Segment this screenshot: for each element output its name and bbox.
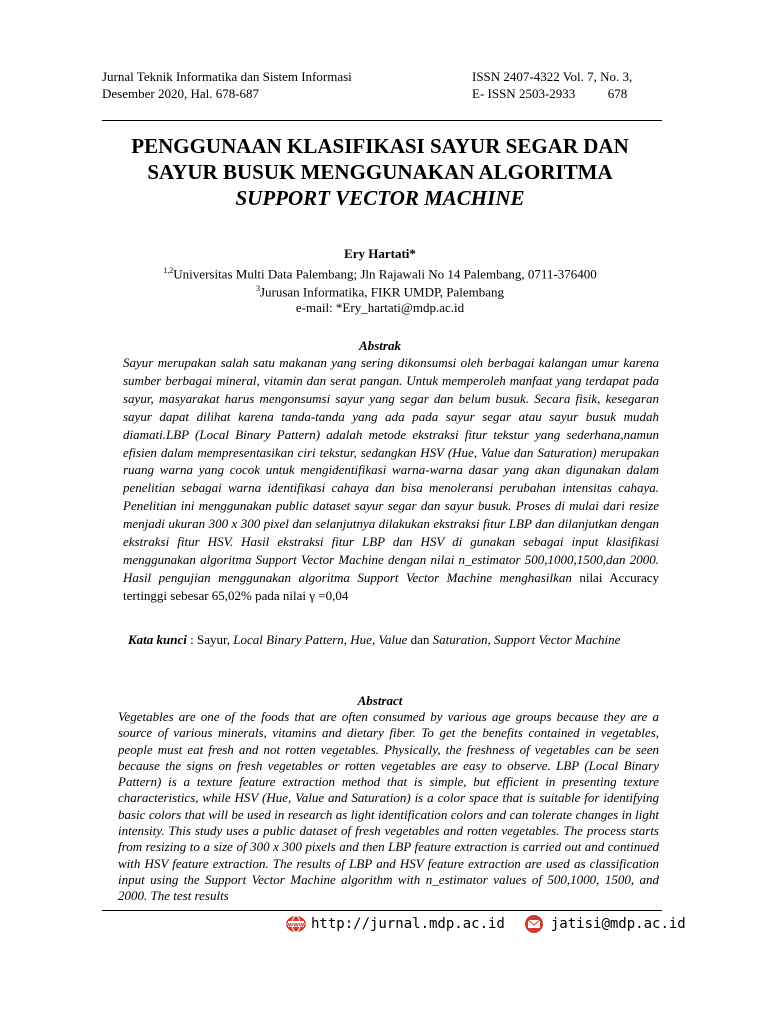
eissn-line xyxy=(472,85,662,102)
svg-text:www: www xyxy=(287,921,305,929)
keywords-sep: : Sayur, xyxy=(186,632,234,647)
abstrak-heading: Abstrak xyxy=(359,338,401,353)
affiliation-1-sup: 1,2 xyxy=(163,266,174,275)
keyword-2: Hue, Value xyxy=(350,632,408,647)
paper-title xyxy=(80,133,680,211)
keywords-comma: , xyxy=(343,632,351,647)
abstrak-text: Sayur merupakan salah satu makanan yang sering dikonsumsi oleh berbagai kalangan umur karena sumber berbagai mineral, vitamin dan serat pangan. Untuk memperoleh manfaat yang terdapat pada sayur, masyarakat harus mengonsumsi sayur yang segar dan belum busuk. Secara fisik, kesegaran sayur dapat dilihat karena tanda-tanda yang ada pada sayur segar atau sayur busuk mudah diamati.LBP (Local Binary Pattern) adalah metode ekstraksi fitur tekstur yang sederhana,namun efisien dalam mempresentasikan ciri tekstur, sedangkan HSV (Hue, Value dan Saturation) merupakan ruang warna yang cocok untuk mengidentifikasi warna-warna dasar yang akan digunakan dalam penelitian sebagai warna identifikasi cahaya dan bisa menoleransi perubahan intensitas cahaya. Penelitian ini menggunakan public dataset sayur segar dan sayur busuk. Proses di mulai dari resize menjadi ukuran 300 x 300 pixel dan selanjutnya dilakukan ekstraksi fitur LBP dan dilanjutkan dengan ekstraksi fitur HSV. Hasil ekstraksi fitur LBP dan HSV di gunakan sebagai input klasifikasi menggunakan algoritma Support Vector Machine dengan nilai n_estimator 500,1000,1500,dan 2000. Hasil pengujian menggunakan algoritma Support Vector Machine menghasilkan xyxy=(123,355,659,585)
keyword-3: Saturation, Support Vector Machine xyxy=(432,632,621,647)
footer-email[interactable]: jatisi@mdp.ac.id xyxy=(550,916,686,932)
header-rule xyxy=(102,120,662,121)
affiliation-1 xyxy=(80,263,680,281)
author-block xyxy=(80,246,680,315)
keywords-label: Kata kunci xyxy=(128,632,187,647)
envelope-icon xyxy=(523,915,545,933)
title-line-1: PENGGUNAAN KLASIFIKASI SAYUR SEGAR DAN xyxy=(131,134,629,158)
title-line-2: SAYUR BUSUK MENGGUNAKAN ALGORITMA xyxy=(147,160,613,184)
title-line-3: SUPPORT VECTOR MACHINE xyxy=(235,186,525,210)
affiliation-2-sup: 3 xyxy=(255,284,260,294)
page-footer xyxy=(285,912,686,936)
affiliation-2 xyxy=(80,281,680,299)
issn: ISSN 2407-4322 Vol. 7, No. 3, xyxy=(472,69,633,84)
author-name: Ery Hartati* xyxy=(344,246,416,261)
page-header xyxy=(102,68,662,102)
issue-date-pages: Desember 2020, Hal. 678-687 xyxy=(102,86,260,101)
affiliation-2-text: Jurusan Informatika, FIKR UMDP, Palembang xyxy=(259,284,505,300)
keyword-1: Local Binary Pattern xyxy=(233,632,344,647)
affiliation-1-text: Universitas Multi Data Palembang; Jln Rajawali No 14 Palembang, 0711-376400 xyxy=(173,266,597,282)
keywords xyxy=(128,631,648,648)
page-number: 678 xyxy=(607,86,628,101)
footer-url[interactable]: http://jurnal.mdp.ac.id xyxy=(311,916,505,932)
eissn: E- ISSN 2503-2933 xyxy=(472,86,576,101)
abstract-body: Vegetables are one of the foods that are often consumed by various age groups because they are a source of various minerals, vitamins and dietary fiber. To get the benefits contained in vegetables, people must eat fresh and not rotten vegetables. Physically, the freshness of vegetables can be seen because the signs on fresh vegetables or rotten vegetables are easy to observe. LBP (Local Binary Pattern) is a texture feature extraction method that is simple, but efficient in presenting texture characteristics, while HSV (Hue, Value and Saturation) is a color space that is suitable for identifying basic colors that will be used in research as light identification colors and can tolerate changes in light intensity. This study uses a public dataset of fresh vegetables and rotten vegetables. The process starts from resizing to a size of 300 x 300 pixels and then LBP feature extraction is carried out and continued with HSV feature extraction. The results of LBP and HSV feature extraction are used as classification input using the Support Vector Machine algorithm with n_estimator values of 500,1000, 1500, and 2000. The test results xyxy=(118,709,659,904)
author-email: e-mail: *Ery_hartati@mdp.ac.id xyxy=(295,299,465,315)
journal-name: Jurnal Teknik Informatika dan Sistem Informasi xyxy=(102,69,352,84)
abstrak-body xyxy=(123,354,659,605)
keywords-and: dan xyxy=(407,632,433,647)
www-globe-icon xyxy=(285,915,307,933)
footer-rule xyxy=(102,910,662,911)
abstrak-text-tail: nilai Accuracy tertinggi sebesar 65,02% pada nilai γ =0,04 xyxy=(123,569,659,603)
abstract-heading: Abstract xyxy=(357,693,403,708)
